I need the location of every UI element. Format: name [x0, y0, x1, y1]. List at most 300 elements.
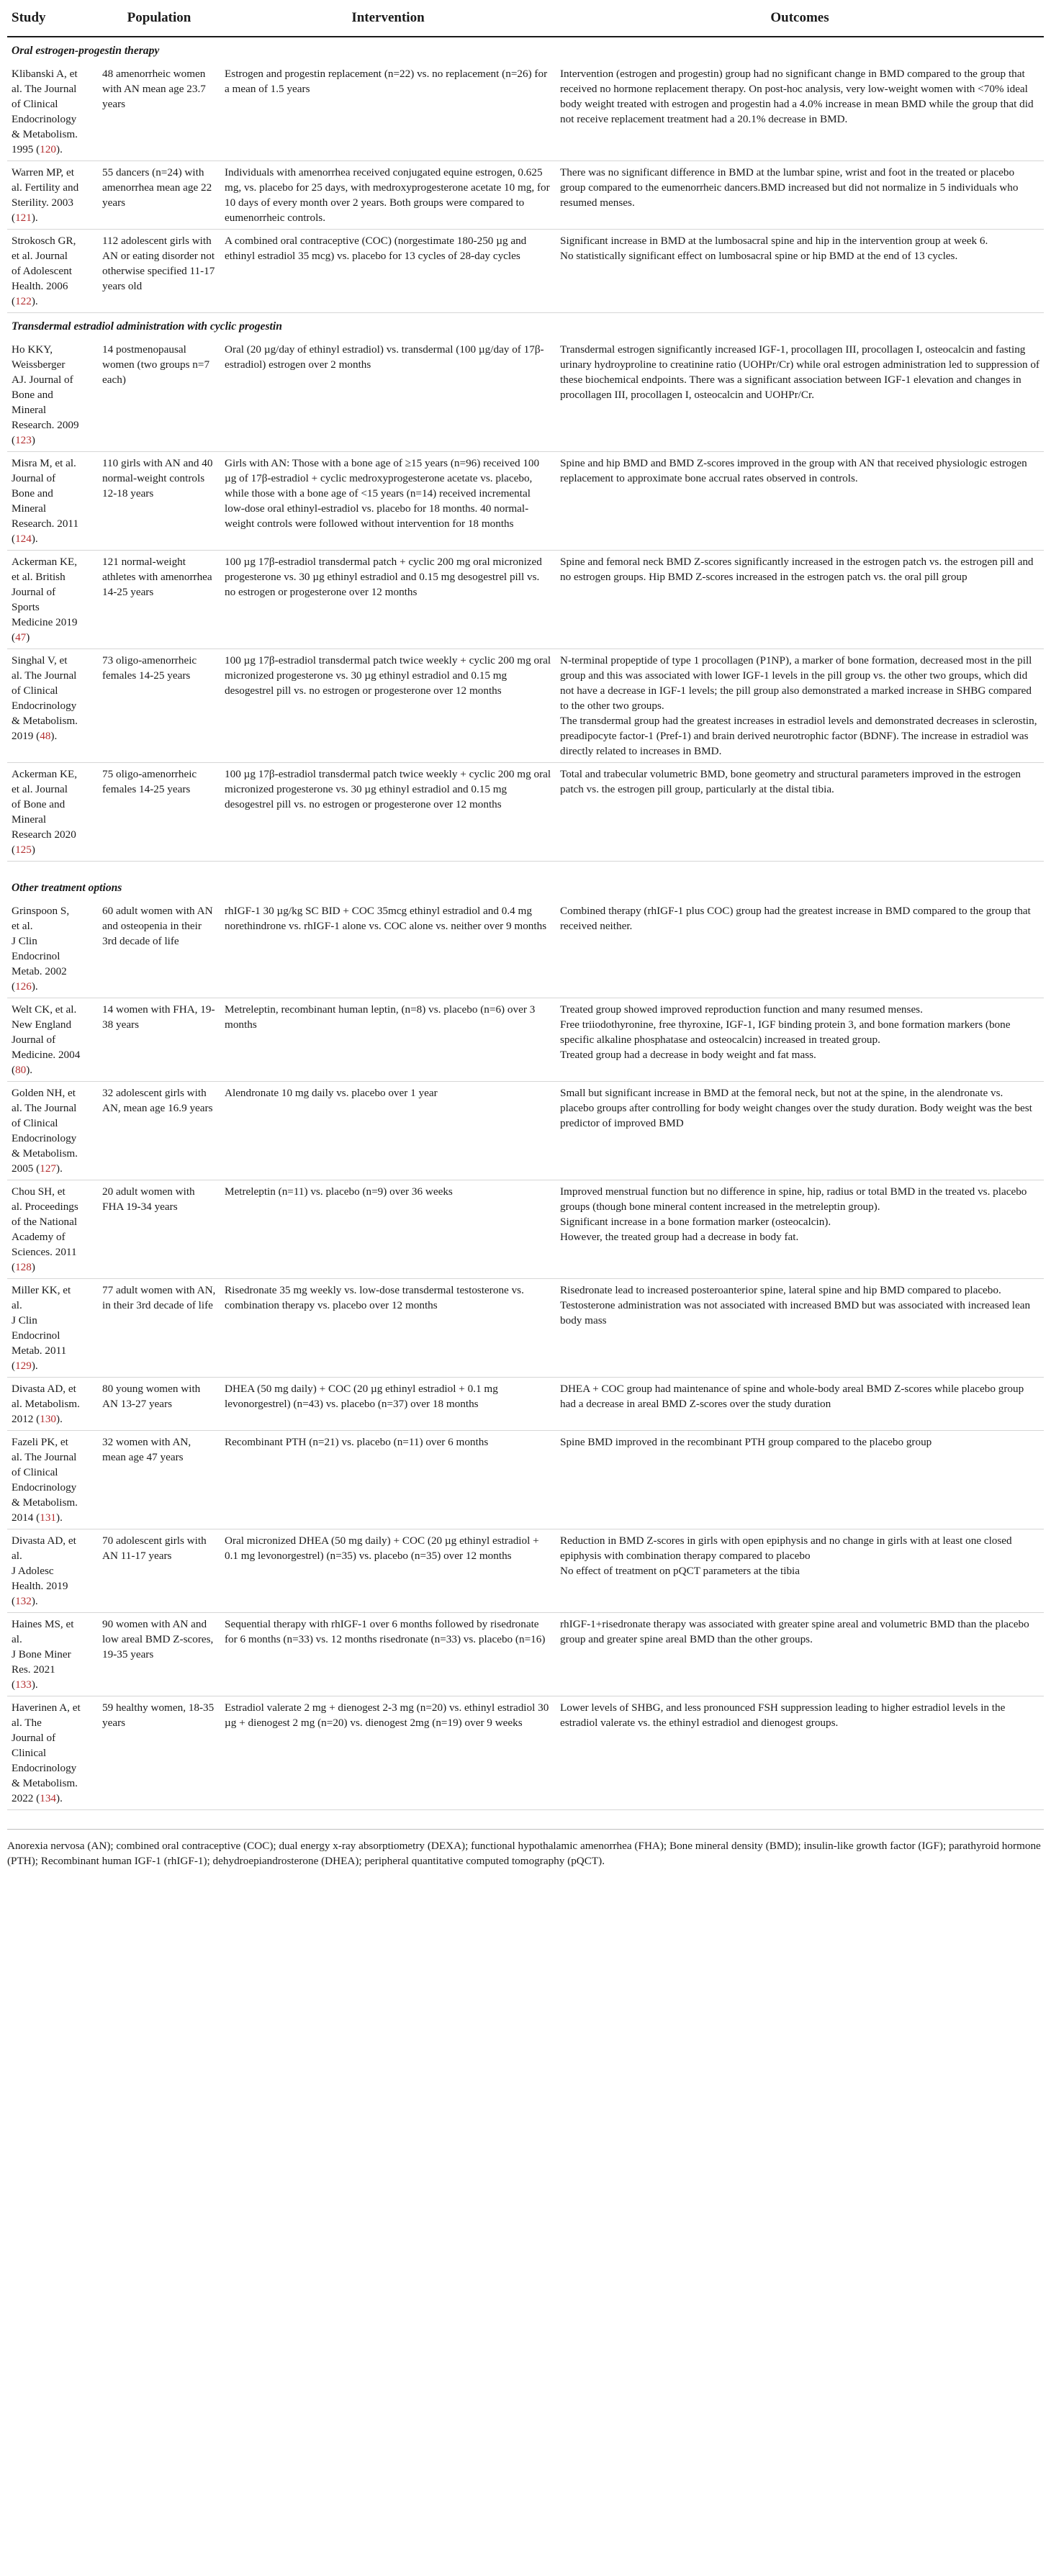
outcome-paragraph: Spine and hip BMD and BMD Z-scores improved in the group with AN that received physiologic estrogen replacement to approximate bone accrual rates observed in controls.: [560, 457, 1027, 484]
citation-text: (: [12, 1261, 16, 1273]
outcome-paragraph: Risedronate lead to increased posteroanterior spine, lateral spine and hip BMD compared to placebo.: [560, 1284, 1001, 1296]
citation-line: [12, 782, 94, 797]
reference-link[interactable]: 127: [40, 1162, 57, 1175]
citation-line: [12, 964, 94, 979]
citation-text: Endocrinology: [12, 1481, 77, 1493]
citation-text: Ho KKY,: [12, 343, 53, 356]
citation-suffix: ).: [31, 295, 38, 307]
citation-line: [12, 81, 94, 96]
population-cell: 14 postmenopausal women (two groups n=7 each): [98, 338, 220, 452]
table-row: [7, 1613, 1044, 1696]
citation-text: J Bone Miner: [12, 1648, 71, 1660]
table-row: [7, 1180, 1044, 1279]
citation-suffix: ).: [31, 533, 38, 545]
citation-line: [12, 554, 94, 569]
table-row: [7, 649, 1044, 763]
citation-text: of Clinical: [12, 98, 58, 110]
population-cell: 60 adult women with AN and osteopenia in their 3rd decade of life: [98, 900, 220, 998]
intervention-cell: 100 µg 17β-estradiol transdermal patch + cyclic 200 mg oral micronized progesterone vs. 30 µg ethinyl estradiol and 0.15 mg desogestrel pill vs. no estrogen or progesterone over 12 months: [220, 551, 556, 649]
reference-link[interactable]: 129: [15, 1360, 32, 1372]
population-cell: 110 girls with AN and 40 normal-weight controls 12-18 years: [98, 452, 220, 551]
citation-line: [12, 516, 94, 531]
citation-line: [12, 827, 94, 842]
citation-text: (: [12, 1595, 16, 1607]
citation-line: [12, 698, 94, 713]
outcomes-cell: [556, 998, 1044, 1082]
study-cell: [7, 1279, 98, 1378]
intervention-cell: Individuals with amenorrhea received conjugated equine estrogen, 0.625 mg, vs. placebo for 25 days, with medroxyprogesterone acetate 10 mg, for 10 days of every month over 2 years. Both groups were compared to eumenorrheic controls.: [220, 161, 556, 230]
population-cell: 121 normal-weight athletes with amenorrhea 14-25 years: [98, 551, 220, 649]
outcome-paragraph: Spine BMD improved in the recombinant PTH group compared to the placebo group: [560, 1436, 932, 1448]
outcomes-cell: [556, 900, 1044, 998]
table-row: [7, 998, 1044, 1082]
citation-text: New England: [12, 1018, 72, 1031]
citation-text: Klibanski A, et: [12, 68, 78, 80]
study-cell: [7, 230, 98, 313]
citation-line: [12, 1062, 94, 1077]
citation-text: al.: [12, 1299, 22, 1311]
outcome-paragraph: Combined therapy (rhIGF-1 plus COC) group had the greatest increase in BMD compared to the group that received neither.: [560, 905, 1031, 932]
reference-link[interactable]: 48: [40, 730, 51, 742]
section-title: Transdermal estradiol administration with cyclic progestin: [12, 320, 282, 333]
intervention-cell: Metreleptin (n=11) vs. placebo (n=9) over 36 weeks: [220, 1180, 556, 1279]
citation-text: al. The Journal: [12, 669, 77, 682]
citation-line: [12, 531, 94, 546]
study-cell: [7, 1378, 98, 1431]
reference-link[interactable]: 130: [40, 1413, 57, 1425]
intervention-cell: Estradiol valerate 2 mg + dienogest 2-3 mg (n=20) vs. ethinyl estradiol 30 µg + dienogest 2 mg (n=20) vs. dienogest 2mg (n=19) over 9 weeks: [220, 1696, 556, 1810]
citation-line: [12, 1101, 94, 1116]
citation-line: [12, 1085, 94, 1101]
population-cell: 75 oligo-amenorrheic females 14-25 years: [98, 763, 220, 862]
citation-line: [12, 653, 94, 668]
population-cell: 32 women with AN, mean age 47 years: [98, 1431, 220, 1529]
citation-line: [12, 357, 94, 372]
citation-text: 2019 (: [12, 730, 40, 742]
citation-text: Research. 2011: [12, 518, 79, 530]
outcome-paragraph: Free triiodothyronine, free thyroxine, IGF-1, IGF binding protein 3, and bone formation markers (bone specific alkaline phosphatase and osteocalcin) increased in treated group.: [560, 1018, 1011, 1046]
reference-link[interactable]: 123: [15, 434, 32, 446]
outcome-paragraph: There was no significant difference in BMD at the lumbar spine, wrist and foot in the treated or placebo group compared to the eumenorrheic dancers.BMD increased but did not normalize in 5 individuals who resumed menses.: [560, 166, 1019, 209]
citation-line: [12, 1465, 94, 1480]
citation-line: [12, 501, 94, 516]
citation-text: of Clinical: [12, 684, 58, 697]
outcomes-cell: [556, 452, 1044, 551]
citation-text: 1995 (: [12, 143, 40, 155]
reference-link[interactable]: 131: [40, 1511, 57, 1524]
section-heading-row: [7, 313, 1044, 339]
outcomes-cell: [556, 338, 1044, 452]
citation-text: Academy of: [12, 1231, 66, 1243]
citation-line: [12, 934, 94, 949]
citation-line: [12, 949, 94, 964]
citation-line: [12, 1632, 94, 1647]
reference-link[interactable]: 132: [15, 1595, 32, 1607]
citation-text: (: [12, 1678, 16, 1691]
citation-text: Sciences. 2011: [12, 1246, 77, 1258]
reference-link[interactable]: 120: [40, 143, 57, 155]
citation-text: al. The Journal: [12, 1102, 77, 1114]
outcome-paragraph: However, the treated group had a decrease in body fat.: [560, 1231, 799, 1243]
table-row: [7, 551, 1044, 649]
citation-text: of Adolescent: [12, 265, 72, 277]
citation-suffix: ).: [31, 212, 38, 224]
citation-line: [12, 66, 94, 81]
citation-line: [12, 1730, 94, 1745]
citation-text: J Clin: [12, 935, 37, 947]
citation-line: [12, 1328, 94, 1343]
section-title: Oral estrogen-progestin therapy: [12, 45, 160, 57]
outcomes-cell: [556, 551, 1044, 649]
citation-line: [12, 1776, 94, 1791]
outcomes-cell: [556, 649, 1044, 763]
citation-text: et al. Journal: [12, 783, 68, 795]
study-cell: [7, 900, 98, 998]
reference-link[interactable]: 121: [15, 212, 32, 224]
citation-suffix: ).: [56, 1511, 63, 1524]
citation-suffix: ).: [31, 1360, 38, 1372]
reference-link[interactable]: 122: [15, 295, 32, 307]
citation-line: [12, 456, 94, 471]
citation-line: [12, 1017, 94, 1032]
population-cell: 80 young women with AN 13-27 years: [98, 1378, 220, 1431]
citation-line: [12, 1244, 94, 1260]
table-row: [7, 63, 1044, 161]
citation-line: [12, 1260, 94, 1275]
citation-line: [12, 630, 94, 645]
table-row: [7, 338, 1044, 452]
citation-line: [12, 1700, 94, 1715]
citation-line: [12, 1745, 94, 1761]
citation-line: [12, 96, 94, 112]
citation-text: Haines MS, et: [12, 1618, 74, 1630]
outcomes-cell: [556, 763, 1044, 862]
study-cell: [7, 1180, 98, 1279]
citation-line: [12, 1533, 94, 1548]
citation-line: [12, 767, 94, 782]
citation-line: [12, 1131, 94, 1146]
citation-line: [12, 1594, 94, 1609]
citation-line: [12, 233, 94, 248]
citation-text: Haverinen A, et: [12, 1701, 81, 1714]
citation-text: of Clinical: [12, 1117, 58, 1129]
citation-line: [12, 1146, 94, 1161]
citation-text: Sports: [12, 601, 40, 613]
citation-text: (: [12, 212, 16, 224]
citation-text: (: [12, 434, 16, 446]
column-header-population: Population: [98, 0, 220, 37]
study-cell: [7, 1613, 98, 1696]
citation-line: [12, 1434, 94, 1450]
column-header-intervention: Intervention: [220, 0, 556, 37]
intervention-cell: Sequential therapy with rhIGF-1 over 6 months followed by risedronate for 6 months (n=33) vs. 12 months risedronate (n=33) vs. placebo (n=16): [220, 1613, 556, 1696]
citation-text: (: [12, 631, 16, 643]
outcomes-cell: [556, 1378, 1044, 1431]
citation-text: Golden NH, et: [12, 1087, 76, 1099]
outcomes-cell: [556, 63, 1044, 161]
reference-link[interactable]: 124: [15, 533, 32, 545]
outcomes-cell: [556, 1696, 1044, 1810]
citation-text: Medicine 2019: [12, 616, 78, 628]
reference-link[interactable]: 126: [15, 980, 32, 993]
citation-text: & Metabolism.: [12, 1147, 78, 1160]
citation-text: Sterility. 2003: [12, 196, 73, 209]
citation-text: Bone and: [12, 487, 53, 500]
citation-line: [12, 112, 94, 127]
citation-suffix: ): [26, 631, 30, 643]
outcome-paragraph: Testosterone administration was not associated with increased BMD but was associated with increased lean body mass: [560, 1299, 1031, 1327]
citation-line: [12, 918, 94, 934]
outcome-paragraph: Small but significant increase in BMD at the femoral neck, but not at the spine, in the alendronate vs. placebo groups after controlling for body weight changes over the study duration. Body weight was the best predictor of improved BMD: [560, 1087, 1032, 1129]
citation-line: [12, 1677, 94, 1692]
citation-line: [12, 1298, 94, 1313]
citation-line: [12, 1563, 94, 1578]
citation-text: J Clin: [12, 1314, 37, 1327]
table-row: [7, 1529, 1044, 1613]
citation-line: [12, 1715, 94, 1730]
table-row: [7, 1431, 1044, 1529]
citation-text: Health. 2006: [12, 280, 68, 292]
citation-text: et al. British: [12, 571, 66, 583]
citation-line: [12, 1358, 94, 1373]
population-cell: 90 women with AN and low areal BMD Z-scores, 19-35 years: [98, 1613, 220, 1696]
citation-line: [12, 842, 94, 857]
section-title: Other treatment options: [12, 882, 122, 894]
citation-line: [12, 195, 94, 210]
citation-text: of Clinical: [12, 1466, 58, 1478]
table-header-row: [7, 0, 1044, 37]
citation-text: (: [12, 844, 16, 856]
citation-text: et al.: [12, 920, 33, 932]
table-row: [7, 1696, 1044, 1810]
citation-suffix: ).: [31, 980, 38, 993]
reference-link[interactable]: 125: [15, 844, 32, 856]
citation-line: [12, 615, 94, 630]
outcome-paragraph: No effect of treatment on pQCT parameters at the tibia: [560, 1565, 800, 1577]
citation-text: Journal of: [12, 1034, 56, 1046]
outcomes-cell: [556, 1529, 1044, 1613]
outcome-paragraph: DHEA + COC group had maintenance of spine and whole-body areal BMD Z-scores while placebo group had a decrease in areal BMD Z-scores over the study duration: [560, 1383, 1024, 1410]
citation-text: (: [12, 980, 16, 993]
citation-text: Research. 2009: [12, 419, 79, 431]
citation-line: [12, 728, 94, 744]
citation-line: [12, 417, 94, 433]
citation-line: [12, 1214, 94, 1229]
study-cell: [7, 1082, 98, 1180]
citation-text: J Adolesc: [12, 1565, 54, 1577]
citation-line: [12, 1617, 94, 1632]
citation-line: [12, 210, 94, 225]
citation-text: Mineral: [12, 502, 47, 515]
reference-link[interactable]: 133: [15, 1678, 32, 1691]
outcomes-cell: [556, 1613, 1044, 1696]
citation-text: Ackerman KE,: [12, 768, 78, 780]
outcome-paragraph: Treated group showed improved reproduction function and many resumed menses.: [560, 1003, 923, 1016]
outcomes-cell: [556, 1279, 1044, 1378]
outcome-paragraph: Reduction in BMD Z-scores in girls with open epiphysis and no change in girls with at least one closed epiphysis with combination therapy compared to placebo: [560, 1535, 1012, 1562]
intervention-cell: Estrogen and progestin replacement (n=22) vs. no replacement (n=26) for a mean of 1.5 years: [220, 63, 556, 161]
outcome-paragraph: N-terminal propeptide of type 1 procollagen (P1NP), a marker of bone formation, decreased most in the pill group and this was associated with lower IGF-1 levels in the pill group vs. the other two groups, which did not have a decrease in IGF-1 levels; the pill group also demonstrated a marked increase in SHBG compared to the other two groups.: [560, 654, 1032, 712]
citation-text: & Metabolism.: [12, 1496, 78, 1509]
citation-line: [12, 1184, 94, 1199]
citation-text: AJ. Journal of: [12, 374, 73, 386]
citation-text: (: [12, 1064, 16, 1076]
citation-line: [12, 797, 94, 812]
outcome-paragraph: Total and trabecular volumetric BMD, bone geometry and structural parameters improved in the estrogen patch vs. the estrogen pill group, particularly at the distal tibia.: [560, 768, 1021, 795]
citation-line: [12, 713, 94, 728]
citation-text: of Bone and: [12, 798, 66, 810]
table-row: [7, 1082, 1044, 1180]
citation-line: [12, 165, 94, 180]
citation-text: Research 2020: [12, 828, 76, 841]
citation-text: al. The Journal: [12, 1451, 77, 1463]
table-row: [7, 230, 1044, 313]
citation-line: [12, 683, 94, 698]
citation-text: Endocrinol: [12, 950, 60, 962]
study-cell: [7, 649, 98, 763]
citation-suffix: ).: [56, 1792, 63, 1804]
outcome-paragraph: Transdermal estrogen significantly increased IGF-1, procollagen III, procollagen I, osteocalcin and fasting urinary hydroyproline to creatinine ratio (UOHPr/Cr) while oral estrogen administration led to suppression of these biochemical endpoints. There was a significant association between IGF-1 elevation and changes in procollagen III, procollagen I, osteocalcin and UOHPr/Cr.: [560, 343, 1039, 401]
reference-link[interactable]: 134: [40, 1792, 57, 1804]
citation-line: [12, 600, 94, 615]
citation-text: 2005 (: [12, 1162, 40, 1175]
citation-text: & Metabolism.: [12, 128, 78, 140]
reference-link[interactable]: 128: [15, 1261, 32, 1273]
citation-text: Journal of: [12, 586, 56, 598]
section-heading-row: [7, 862, 1044, 900]
citation-text: Miller KK, et: [12, 1284, 71, 1296]
study-cell: [7, 1529, 98, 1613]
intervention-cell: Oral micronized DHEA (50 mg daily) + COC (20 µg ethinyl estradiol + 0.1 mg levonorgestrel) (n=35) vs. placebo (n=35) over 12 months: [220, 1529, 556, 1613]
citation-line: [12, 1032, 94, 1047]
citation-line: [12, 263, 94, 279]
intervention-cell: 100 µg 17β-estradiol transdermal patch twice weekly + cyclic 200 mg oral micronized progesterone vs. 30 µg ethinyl estradiol and 0.15 mg desogestrel pill vs. no estrogen or progesterone over 12 months: [220, 763, 556, 862]
citation-text: (: [12, 533, 16, 545]
citation-text: Grinspoon S,: [12, 905, 70, 917]
citation-text: Divasta AD, et: [12, 1535, 76, 1547]
citation-line: [12, 1002, 94, 1017]
citation-line: [12, 342, 94, 357]
citation-line: [12, 433, 94, 448]
citation-text: & Metabolism.: [12, 1777, 78, 1789]
footnote: Anorexia nervosa (AN); combined oral contraceptive (COC); dual energy x-ray absorptiometry (DEXA); functional hypothalamic amenorrhea (FHA); Bone mineral density (BMD); insulin-like growth factor (IGF); parathyroid hormone (PTH); Recombinant human IGF-1 (rhIGF-1); dehydroepiandrosterone (DHEA); peripheral quantitative computed tomography (pQCT).: [7, 1829, 1044, 1868]
table-row: [7, 161, 1044, 230]
study-cell: [7, 63, 98, 161]
citation-line: [12, 1495, 94, 1510]
table-body: [7, 37, 1044, 1810]
population-cell: 14 women with FHA, 19-38 years: [98, 998, 220, 1082]
studies-table: [7, 0, 1044, 1810]
citation-line: [12, 142, 94, 157]
intervention-cell: Recombinant PTH (n=21) vs. placebo (n=11) over 6 months: [220, 1431, 556, 1529]
citation-text: & Metabolism.: [12, 715, 78, 727]
citation-line: [12, 1343, 94, 1358]
outcome-paragraph: Treated group had a decrease in body weight and fat mass.: [560, 1049, 816, 1061]
citation-line: [12, 387, 94, 402]
citation-text: Endocrinology: [12, 113, 77, 125]
citation-line: [12, 372, 94, 387]
citation-text: al. The Journal: [12, 83, 77, 95]
intervention-cell: DHEA (50 mg daily) + COC (20 µg ethinyl estradiol + 0.1 mg levonorgestrel) (n=43) vs. placebo (n=37) over 18 months: [220, 1378, 556, 1431]
outcome-paragraph: Intervention (estrogen and progestin) group had no significant change in BMD compared to the group that received no hormone replacement therapy. On post-hoc analysis, very low-weight women with <70% ideal body weight treated with estrogen and progestin had a 4.0% increase in mean BMD while the group that did not receive replacement treatment had a 20.1% decrease in BMD.: [560, 68, 1034, 125]
outcomes-cell: [556, 161, 1044, 230]
outcome-paragraph: The transdermal group had the greatest increases in estradiol levels and demonstrated decreases in sclerostin, preadipocyte factor-1 (Pref-1) and brain derived neurotrophic factor (BDNF). The increase in estradiol was directly related to increases in BMD.: [560, 715, 1037, 757]
document: [7, 0, 1044, 1868]
outcome-paragraph: Lower levels of SHBG, and less pronounced FSH suppression leading to higher estradiol levels in the estradiol valerate vs. the ethinyl estradiol and dienogest groups.: [560, 1701, 1006, 1729]
citation-text: Endocrinology: [12, 1762, 77, 1774]
citation-text: Strokosch GR,: [12, 235, 76, 247]
reference-link[interactable]: 47: [15, 631, 27, 643]
citation-text: et al. Journal: [12, 250, 68, 262]
intervention-cell: A combined oral contraceptive (COC) (norgestimate 180-250 µg and ethinyl estradiol 35 mcg) vs. placebo for 13 cycles of 28-day cycles: [220, 230, 556, 313]
citation-line: [12, 1199, 94, 1214]
population-cell: 20 adult women with FHA 19-34 years: [98, 1180, 220, 1279]
table-row: [7, 1378, 1044, 1431]
population-cell: 48 amenorrheic women with AN mean age 23.7 years: [98, 63, 220, 161]
column-header-study: Study: [7, 0, 98, 37]
citation-line: [12, 471, 94, 486]
intervention-cell: Alendronate 10 mg daily vs. placebo over 1 year: [220, 1082, 556, 1180]
citation-suffix: ).: [56, 1413, 63, 1425]
citation-line: [12, 127, 94, 142]
citation-line: [12, 1578, 94, 1594]
citation-line: [12, 1229, 94, 1244]
citation-text: Weissberger: [12, 358, 66, 371]
citation-suffix: ).: [56, 143, 63, 155]
citation-text: Clinical: [12, 1747, 47, 1759]
citation-text: Medicine. 2004: [12, 1049, 81, 1061]
citation-line: [12, 1116, 94, 1131]
citation-text: Mineral: [12, 813, 47, 826]
citation-text: Warren MP, et: [12, 166, 74, 178]
outcomes-cell: [556, 1431, 1044, 1529]
citation-text: Journal of: [12, 1732, 56, 1744]
reference-link[interactable]: 80: [15, 1064, 27, 1076]
citation-line: [12, 1313, 94, 1328]
population-cell: 32 adolescent girls with AN, mean age 16.9 years: [98, 1082, 220, 1180]
study-cell: [7, 1696, 98, 1810]
column-header-outcomes: Outcomes: [556, 0, 1044, 37]
citation-line: [12, 1761, 94, 1776]
citation-text: Misra M, et al.: [12, 457, 76, 469]
citation-text: Singhal V, et: [12, 654, 68, 666]
intervention-cell: Metreleptin, recombinant human leptin, (n=8) vs. placebo (n=6) over 3 months: [220, 998, 556, 1082]
citation-text: 2012 (: [12, 1413, 40, 1425]
citation-text: Chou SH, et: [12, 1185, 66, 1198]
population-cell: 73 oligo-amenorrheic females 14-25 years: [98, 649, 220, 763]
intervention-cell: rhIGF-1 30 µg/kg SC BID + COC 35mcg ethinyl estradiol and 0.4 mg norethindrone vs. rhIGF-1 alone vs. COC alone vs. neither over 9 months: [220, 900, 556, 998]
citation-text: of the National: [12, 1216, 78, 1228]
table-row: [7, 1279, 1044, 1378]
citation-suffix: ): [31, 434, 35, 446]
citation-line: [12, 180, 94, 195]
citation-text: al. Metabolism.: [12, 1398, 80, 1410]
citation-text: (: [12, 295, 16, 307]
citation-line: [12, 279, 94, 294]
citation-text: Bone and: [12, 389, 53, 401]
intervention-cell: 100 µg 17β-estradiol transdermal patch twice weekly + cyclic 200 mg oral micronized progesterone vs. 30 µg ethinyl estradiol and 0.15 mg desogestrel pill vs. no estrogen or progesterone over 12 months: [220, 649, 556, 763]
section-heading-row: [7, 37, 1044, 63]
citation-text: 2022 (: [12, 1792, 40, 1804]
outcome-paragraph: rhIGF-1+risedronate therapy was associated with greater spine areal and volumetric BMD than the placebo group and greater spine areal BMD than the other groups.: [560, 1618, 1029, 1645]
population-cell: 112 adolescent girls with AN or eating disorder not otherwise specified 11-17 years old: [98, 230, 220, 313]
citation-text: Metab. 2011: [12, 1345, 67, 1357]
outcomes-cell: [556, 230, 1044, 313]
citation-text: Endocrinology: [12, 1132, 77, 1144]
citation-text: 2014 (: [12, 1511, 40, 1524]
citation-line: [12, 402, 94, 417]
outcomes-cell: [556, 1082, 1044, 1180]
